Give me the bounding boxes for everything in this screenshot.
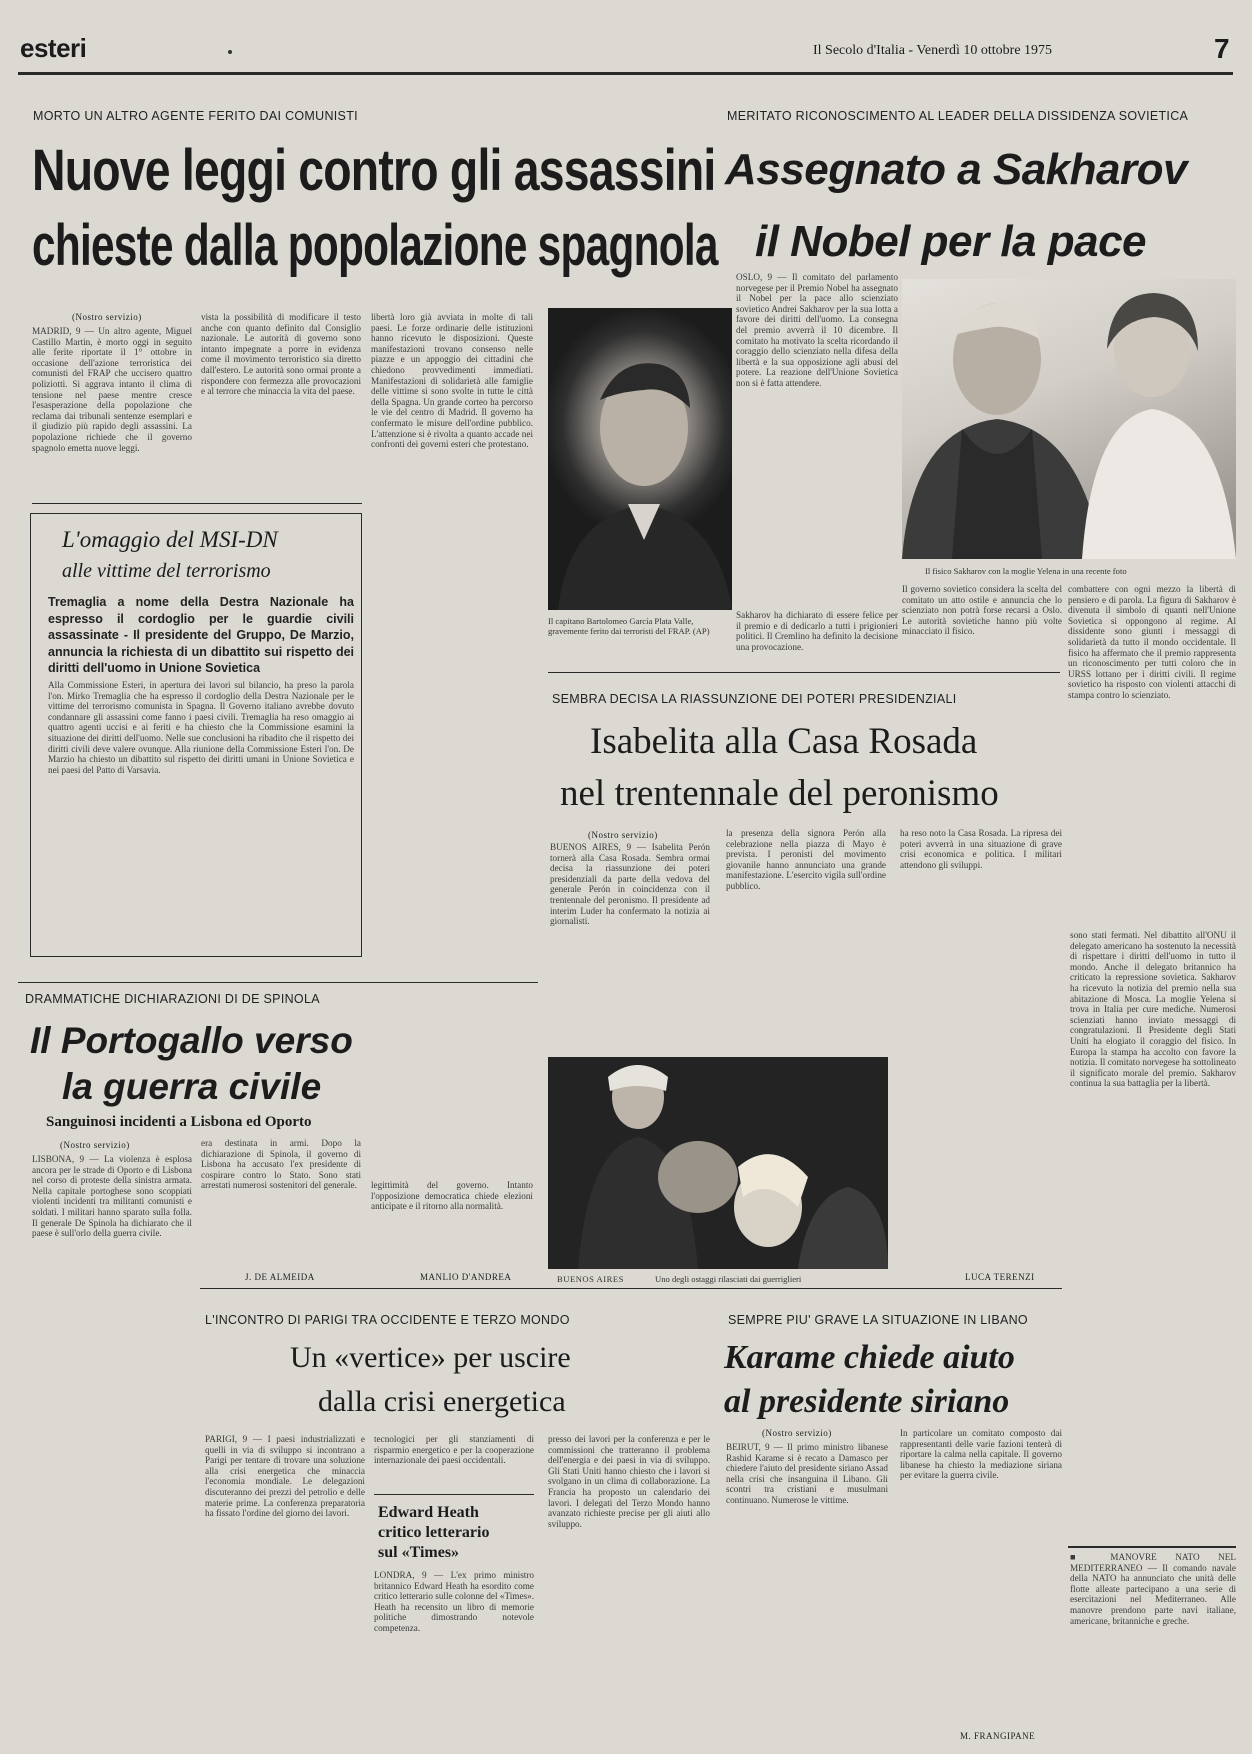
heath-body: LONDRA, 9 — L'ex primo ministro britannico Edward Heath ha esordito come critico letterario sulle colonne del «Times». Heath ha recensito un libro di memorie politiche dimostrando notevole competenza.: [374, 1570, 534, 1633]
portugal-headline-2: la guerra civile: [62, 1066, 322, 1107]
portugal-headline-1: Il Portogallo verso: [30, 1020, 353, 1061]
sakharov-kicker: MERITATO RICONOSCIMENTO AL LEADER DELLA DISSIDENZA SOVIETICA: [727, 109, 1189, 123]
argentina-byline: LUCA TERENZI: [965, 1272, 1035, 1282]
sakharov-col-2: Sakharov ha dichiarato di essere felice per il premio e di dedicarlo a tutti i prigionieri politici. Il Cremlino ha definito la decisione una provocazione.: [736, 610, 898, 652]
spain-col-3: libertà loro già avviata in molte di tali paesi. Le forze ordinarie delle istituzioni hanno ricevuto le disposizioni. Queste manifestazioni trovano consenso nelle piazze e un appoggio dei cittadini che chiedono provvedimenti immediati. Manifestazioni di solidarietà alle famiglie delle vittime si sono svolte in tutte le città della Spagna. Un grande corteo ha percorso le vie del centro di Madrid. Il governo ha confermato le misure dell'ordine pubblico. L'attenzione si è rivolta a quanto accade nei confronti dei governi esteri che protestano.: [371, 312, 533, 450]
paris-kicker: L'INCONTRO DI PARIGI TRA OCCIDENTE E TERZO MONDO: [205, 1313, 570, 1327]
portugal-byline-2: MANLIO D'ANDREA: [420, 1272, 512, 1282]
section-label: esteri: [20, 33, 87, 63]
argentina-headline-1: Isabelita alla Casa Rosada: [590, 721, 978, 762]
argentina-headline-2: nel trentennale del peronismo: [560, 773, 999, 814]
bottom-band-rule: [200, 1288, 1062, 1289]
lebanon-byline: M. FRANGIPANE: [960, 1731, 1036, 1741]
nato-box: ■ MANOVRE NATO NEL MEDITERRANEO — Il comando navale della NATO ha annunciato che unità delle flotte alleate partecipano a una serie di esercitazioni nel Mediterraneo. Alle manovre prendono parte navi italiane, americane, britanniche e greche.: [1070, 1552, 1236, 1626]
portugal-subhead: Sanguinosi incidenti a Lisbona ed Oporto: [46, 1114, 312, 1130]
portugal-col-2: era destinata in armi. Dopo la dichiarazione di Spinola, il governo di Lisbona ha accusato l'ex presidente di cospirare contro lo Stato. Sono stati arrestati numerosi sostenitori del generale.: [201, 1138, 361, 1191]
msi-title-2: alle vittime del terrorismo: [62, 560, 271, 582]
argentina-photo: [548, 1057, 888, 1269]
heath-headline-1: Edward Heath: [378, 1504, 479, 1521]
heath-headline-3: sul «Times»: [378, 1544, 460, 1561]
sakharov-headline-1: Assegnato a Sakharov: [725, 145, 1187, 194]
portugal-kicker: DRAMMATICHE DICHIARAZIONI DI DE SPINOLA: [25, 992, 320, 1006]
sakharov-photo-figures: [902, 279, 1236, 559]
portugal-top-rule: [18, 982, 538, 983]
heath-top-rule: [374, 1494, 534, 1495]
argentina-col-2: la presenza della signora Perón alla celebrazione nella piazza di Mayo è prevista. I peronisti del movimento giovanile hanno annunciato una grande manifestazione. L'esercito vigila sull'ordine pubblico.: [726, 828, 886, 891]
argentina-photo-caption: Uno degli ostaggi rilasciati dai guerriglieri: [655, 1274, 802, 1284]
msi-title-1: L'omaggio del MSI-DN: [62, 527, 278, 552]
portrait-silhouette: [548, 308, 732, 610]
paris-col-2: tecnologici per gli stanziamenti di risparmio energetico e per la cooperazione internazionale dei paesi occidentali.: [374, 1434, 534, 1466]
spain-headline-2: chieste dalla popolazione spagnola: [32, 213, 718, 278]
sakharov-col-1: OSLO, 9 — Il comitato del parlamento norvegese per il Premio Nobel ha assegnato il Nobel per la pace allo scienziato sovietico Andrei Sakharov per la sua lotta a favore dei diritti dell'uomo. La consegna del premio avverrà il 10 dicembre. Il comitato ha motivato la scelta ricordando il coraggio dello scienziato nella difesa della libertà e la sua opposizione agli abusi del potere. La reazione dell'Unione Sovietica non si è fatta attendere.: [736, 272, 898, 388]
portrait-photo: [548, 308, 732, 610]
paris-col-1: PARIGI, 9 — I paesi industrializzati e quelli in via di sviluppo si incontrano a Parigi per tentare di trovare una soluzione alla crisi energetica che minaccia l'economia mondiale. Le delegazioni discuteranno dei prezzi del petrolio e delle materie prime. La conferenza preparatoria ha fissato l'ordine del giorno dei lavori.: [205, 1434, 365, 1519]
sakharov-divider: [548, 672, 1060, 673]
argentina-kicker: SEMBRA DECISA LA RIASSUNZIONE DEI POTERI PRESIDENZIALI: [552, 692, 957, 706]
portugal-col-3: legittimità del governo. Intanto l'opposizione democratica chiede elezioni anticipate e il ritorno alla normalità.: [371, 1180, 533, 1212]
spain-col-1: MADRID, 9 — Un altro agente, Miguel Castillo Martin, è morto oggi in seguito alle ferite riportate il 1° ottobre in occasione dell'azione terroristica dei comunisti del FRAP che uccisero quattro poliziotti. Si aggrava intanto il clima di tensione nel paese mentre cresce l'esasperazione della popolazione che reclama dai tribunali sentenze esemplari e il giudizio più rapido degli assassini. La popolazione richiede che il governo spagnolo emetta nuove leggi.: [32, 326, 192, 453]
argentina-photo-figures: [548, 1057, 888, 1269]
paris-col-3: presso dei lavori per la conferenza e per le commissioni che tratteranno il problema dell'energia e dei paesi in via di sviluppo. Gli Stati Uniti hanno chiesto che i lavori si svolgano in un clima di collaborazione. La Francia ha proposto un calendario dei lavori. I delegati del Terzo Mondo hanno avanzato richieste precise per gli aiuti allo sviluppo.: [548, 1434, 710, 1529]
sakharov-col-4: combattere con ogni mezzo la libertà di pensiero e di parola. La figura di Sakharov è divenuta il simbolo di quanti nell'Unione Sovietica si oppongono al regime. Al dissidente sono giunti i messaggi di solidarietà da tutto il mondo occidentale. Il fisico ha affermato che il premio rappresenta un riconoscimento per tutti coloro che in URSS lottano per i diritti civili. Il regime sovietico ha risposto con violenti attacchi di stampa contro lo scienziato.: [1068, 584, 1236, 700]
portrait-caption: Il capitano Bartolomeo García Plata Valle, gravemente ferito dai terroristi del FRAP. (AP): [548, 616, 710, 636]
msi-body: Alla Commissione Esteri, in apertura dei lavori sul bilancio, ha preso la parola l'on. Mirko Tremaglia che ha espresso il cordoglio della Destra Nazionale per le vittime del terrorismo comunista in Spagna. Il Governo italiano avrebbe dovuto condannare gli assassini come fanno i paesi civili. Tremaglia ha reso omaggio ai quattro agenti uccisi e ai feriti e ha chiesto che la Commissione esamini la situazione dei diritti dell'uomo. Nelle sue conclusioni ha ribadito che il rispetto dei diritti civili deve valere ovunque. Alla riunione della Commissione Esteri l'on. De Marzio ha chiesto un dibattito sul rispetto dei diritti umani in Unione Sovietica e nei paesi del Patto di Varsavia.: [48, 680, 354, 775]
masthead-rule: [18, 72, 1233, 75]
lebanon-col-2: In particolare un comitato composto dai rappresentanti delle varie fazioni tenterà di riportare la calma nella capitale. Il governo libanese ha chiesto la mediazione siriana per evitare la guerra civile.: [900, 1428, 1062, 1481]
lebanon-headline-2: al presidente siriano: [724, 1383, 1010, 1420]
portugal-service: (Nostro servizio): [60, 1140, 130, 1150]
lebanon-kicker: SEMPRE PIU' GRAVE LA SITUAZIONE IN LIBANO: [728, 1313, 1028, 1327]
sakharov-photo: [902, 279, 1236, 559]
portugal-col-1: LISBONA, 9 — La violenza è esplosa ancora per le strade di Oporto e di Lisbona nel corso di proteste della sinistra armata. Nella capitale portoghese sono scoppiati violenti incidenti tra militanti comunisti e soldati. I militari hanno sparato sulla folla. Il generale De Spinola ha dichiarato che il paese è sull'orlo della guerra civile.: [32, 1154, 192, 1239]
page-number: 7: [1214, 33, 1230, 64]
spain-col-2: vista la possibilità di modificare il testo anche con quanto definito dal Consiglio nazionale. Le autorità di governo sono intanto impegnate a porre in evidenza come il movimento terroristico sia diretto dall'estero. Le autorità sono ormai pronte a rispondere con fermezza alle provocazioni e al terrore che minaccia la vita del paese.: [201, 312, 361, 397]
argentina-col-3: ha reso noto la Casa Rosada. La ripresa dei poteri avverrà in una situazione di grave crisi economica e politica. I militari attendono gli sviluppi.: [900, 828, 1062, 870]
argentina-service: (Nostro servizio): [588, 830, 658, 840]
sakharov-headline-2: il Nobel per la pace: [755, 217, 1147, 266]
sakharov-photo-caption: Il fisico Sakharov con la moglie Yelena in una recente foto: [925, 566, 1127, 576]
paris-headline-1: Un «vertice» per uscire: [290, 1341, 571, 1374]
paris-headline-2: dalla crisi energetica: [318, 1385, 566, 1418]
spain-service: (Nostro servizio): [72, 312, 142, 322]
sakharov-col-3: Il governo sovietico considera la scelta del comitato un atto ostile e annuncia che lo scienziato non potrà forse recarsi a Oslo. Le autorità sovietiche hanno più volte minacciato il fisico.: [902, 584, 1062, 637]
lebanon-headline-1: Karame chiede aiuto: [724, 1339, 1015, 1376]
heath-headline-2: critico letterario: [378, 1524, 490, 1541]
argentina-col-1: BUENOS AIRES, 9 — Isabelita Perón tornerà alla Casa Rosada. Sembra ormai decisa la riassunzione dei poteri presidenziali da parte della vedova del generale Perón in coincidenza con il trentennale del peronismo. Il presidente ad interim Luder ha confermato la notizia ai giornalisti.: [550, 842, 710, 927]
spain-headline-1: Nuove leggi contro gli assassini: [32, 138, 716, 203]
nato-top-rule: [1068, 1546, 1236, 1548]
portugal-byline-1: J. DE ALMEIDA: [245, 1272, 315, 1282]
lebanon-col-1: BEIRUT, 9 — Il primo ministro libanese Rashid Karame si è recato a Damasco per chiedere l'aiuto del presidente siriano Assad nella crisi che insanguina il Libano. Gli scontri tra cristiani e musulmani continuano. Numerose le vittime.: [726, 1442, 888, 1505]
right-column-body: sono stati fermati. Nel dibattito all'ONU il delegato americano ha sostenuto la necessità di rispettare i diritti dell'uomo in tutto il mondo. Anche il delegato britannico ha criticato la repressione sovietica. Sakharov ha ricevuto la notizia del premio nella sua abitazione di Mosca. La moglie Yelena si trova in Italia per cure mediche. Numerosi scienziati hanno inviato messaggi di congratulazioni. Il Presidente degli Stati Uniti ha elogiato il coraggio del fisico. In Europa la stampa ha accolto con favore la notizia. Il comitato norvegese ha sottolineato il significato morale del premio. Sakharov continua la sua battaglia per la libertà.: [1070, 930, 1236, 1089]
dateline: Il Secolo d'Italia - Venerdì 10 ottobre 1975: [813, 43, 1053, 58]
spain-kicker: MORTO UN ALTRO AGENTE FERITO DAI COMUNISTI: [33, 109, 358, 123]
msi-lead: Tremaglia a nome della Destra Nazionale ha espresso il cordoglio per le guardie civili assassinate - Il presidente del Gruppo, De Marzio, annuncia la richiesta di un dibattito sui rispetto dei diritti dell'uomo in Unione Sovietica: [48, 595, 354, 675]
argentina-photo-caption-place: BUENOS AIRES: [557, 1274, 624, 1284]
lebanon-service: (Nostro servizio): [762, 1428, 832, 1438]
masthead-dot: [228, 50, 232, 54]
spain-bottom-rule: [32, 503, 362, 504]
